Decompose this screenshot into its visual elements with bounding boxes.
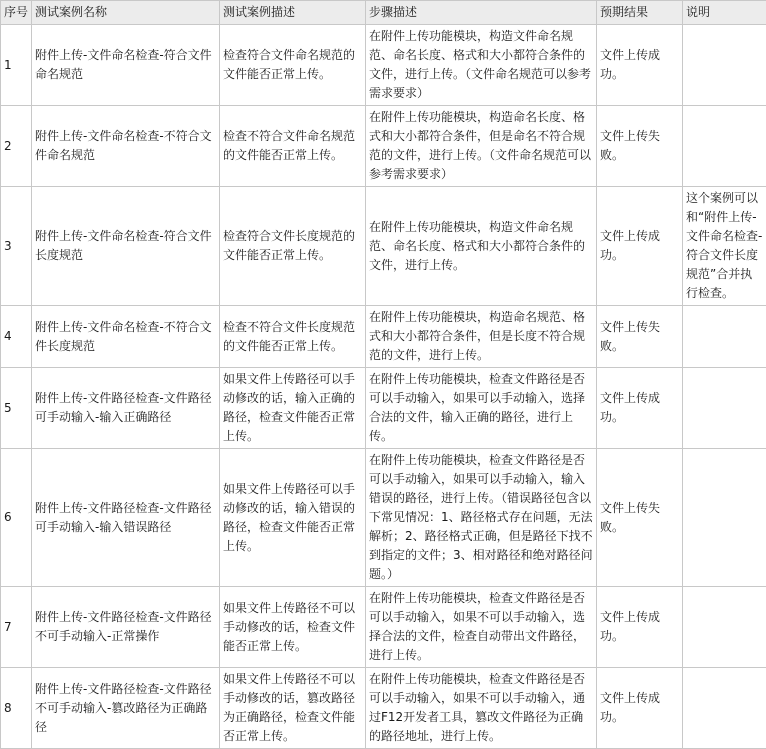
cell-desc: 检查符合文件长度规范的文件能否正常上传。 [220,187,366,306]
table-row [1,449,766,587]
cell-desc: 检查不符合文件长度规范的文件能否正常上传。 [220,306,366,368]
header-name: 测试案例名称 [32,1,220,25]
cell-desc: 如果文件上传路径不可以手动修改的话，篡改路径为正确路径，检查文件能否正常上传。 [220,668,366,749]
cell-name: 附件上传-文件命名检查-符合文件长度规范 [32,187,220,306]
cell-name: 附件上传-文件路径检查-文件路径可手动输入-输入正确路径 [32,368,220,449]
cell-name: 附件上传-文件命名检查-符合文件命名规范 [32,25,220,106]
cell-note [683,449,766,587]
cell-note [683,25,766,106]
cell-expected: 文件上传成功。 [597,668,683,749]
cell-note: 这个案例可以和“附件上传-文件命名检查-符合文件长度规范”合并执行检查。 [683,187,766,306]
cell-num: 5 [1,368,32,449]
cell-expected: 文件上传失败。 [597,306,683,368]
header-expected: 预期结果 [597,1,683,25]
table-row [1,25,766,106]
cell-num: 3 [1,187,32,306]
cell-steps: 在附件上传功能模块，构造命名长度、格式和大小都符合条件，但是命名不符合规范的文件，进行上传。（文件命名规范可以参考需求要求） [366,106,597,187]
cell-num: 2 [1,106,32,187]
header-row [1,1,766,25]
cell-expected: 文件上传成功。 [597,587,683,668]
cell-steps: 在附件上传功能模块，检查文件路径是否可以手动输入，如果可以手动输入，选择合法的文件，输入正确的路径，进行上传。 [366,368,597,449]
cell-steps: 在附件上传功能模块，构造文件命名规范、命名长度、格式和大小都符合条件的文件，进行上传。 [366,187,597,306]
cell-num: 4 [1,306,32,368]
header-note: 说明 [683,1,766,25]
table-row [1,306,766,368]
cell-note [683,306,766,368]
cell-steps: 在附件上传功能模块，构造命名规范、格式和大小都符合条件，但是长度不符合规范的文件，进行上传。 [366,306,597,368]
cell-name: 附件上传-文件路径检查-文件路径不可手动输入-正常操作 [32,587,220,668]
cell-note [683,106,766,187]
cell-num: 7 [1,587,32,668]
table-row [1,187,766,306]
cell-name: 附件上传-文件命名检查-不符合文件命名规范 [32,106,220,187]
cell-expected: 文件上传成功。 [597,368,683,449]
cell-steps: 在附件上传功能模块，构造文件命名规范、命名长度、格式和大小都符合条件的文件，进行上传。（文件命名规范可以参考需求要求） [366,25,597,106]
cell-name: 附件上传-文件路径检查-文件路径不可手动输入-篡改路径为正确路径 [32,668,220,749]
cell-desc: 如果文件上传路径可以手动修改的话，输入错误的路径，检查文件能否正常上传。 [220,449,366,587]
cell-desc: 如果文件上传路径不可以手动修改的话，检查文件能否正常上传。 [220,587,366,668]
cell-desc: 检查符合文件命名规范的文件能否正常上传。 [220,25,366,106]
cell-num: 8 [1,668,32,749]
cell-note [683,587,766,668]
header-steps: 步骤描述 [366,1,597,25]
cell-expected: 文件上传失败。 [597,449,683,587]
header-num: 序号 [1,1,32,25]
cell-steps: 在附件上传功能模块，检查文件路径是否可以手动输入，如果可以手动输入，输入错误的路径，进行上传。（错误路径包含以下常见情况：1、路径格式存在问题，无法解析；2、路径格式正确，但是路径下找不到指定的文件；3、相对路径和绝对路径问题。） [366,449,597,587]
cell-num: 1 [1,25,32,106]
table-row [1,368,766,449]
cell-steps: 在附件上传功能模块，检查文件路径是否可以手动输入，如果不可以手动输入，选择合法的文件，检查自动带出文件路径，进行上传。 [366,587,597,668]
cell-steps: 在附件上传功能模块，检查文件路径是否可以手动输入，如果不可以手动输入，通过F12开发者工具，篡改文件路径为正确的路径地址，进行上传。 [366,668,597,749]
table-row [1,587,766,668]
header-desc: 测试案例描述 [220,1,366,25]
cell-num: 6 [1,449,32,587]
cell-desc: 检查不符合文件命名规范的文件能否正常上传。 [220,106,366,187]
cell-expected: 文件上传成功。 [597,187,683,306]
cell-expected: 文件上传成功。 [597,25,683,106]
cell-expected: 文件上传失败。 [597,106,683,187]
table-row [1,668,766,749]
cell-name: 附件上传-文件路径检查-文件路径可手动输入-输入错误路径 [32,449,220,587]
cell-desc: 如果文件上传路径可以手动修改的话，输入正确的路径，检查文件能否正常上传。 [220,368,366,449]
cell-note [683,368,766,449]
cell-note [683,668,766,749]
cell-name: 附件上传-文件命名检查-不符合文件长度规范 [32,306,220,368]
table-row [1,106,766,187]
